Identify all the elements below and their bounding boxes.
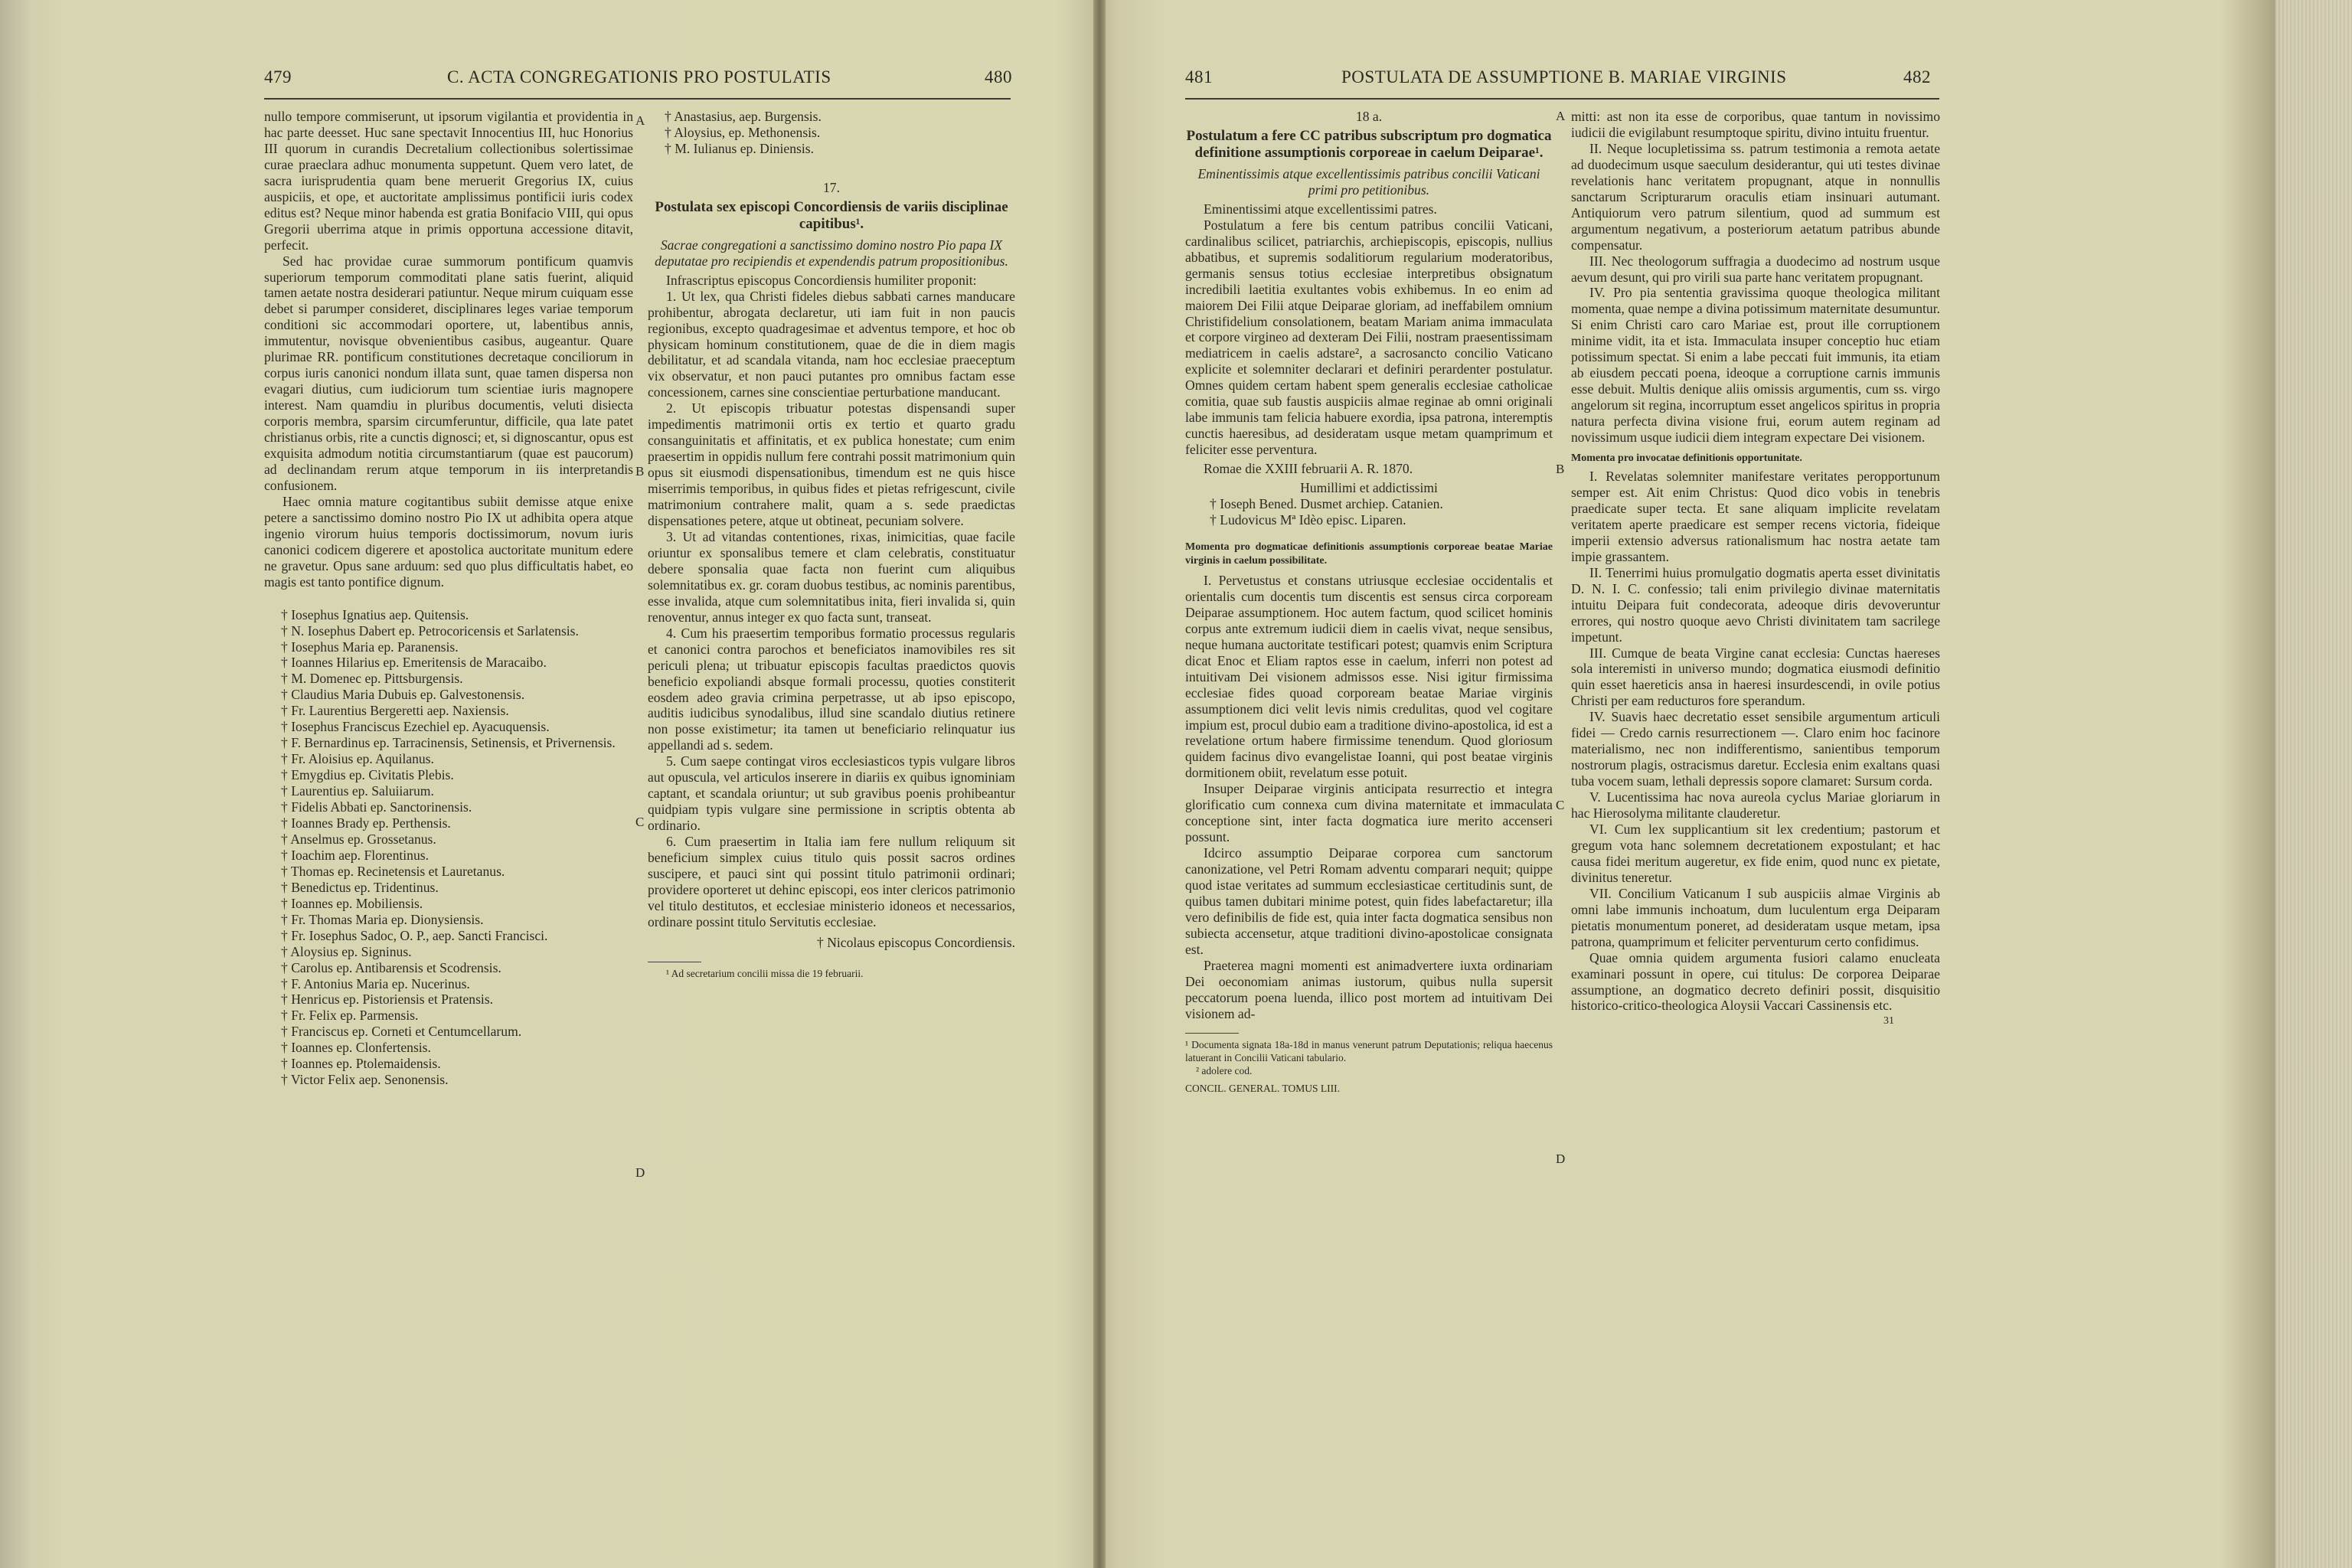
margin-letter-b: B [1556, 462, 1565, 476]
paragraph: III. Nec theologorum suffragia a duodecimo ad nostrum usque aevum desunt, qui pro virili sua parte hanc veritatem propugnant. [1571, 253, 1940, 285]
signatory: † Fr. Aloisius ep. Aquilanus. [281, 751, 434, 767]
signatory: † M. Iulianus ep. Diniensis. [665, 140, 814, 156]
paragraph: 6. Cum praesertim in Italia iam fere nullum reliquum sit beneficium simplex cuius titulo quis possit sacros ordines suscipere, et pauci sint qui possint titulo patrimonii ordinari; providere oporteret ut dehinc episcopi, eos inter clericos patrimonio vel titulo destitutos, et ecclesiae ministerio idoneos et necessarios, ordinare possint titulo Servitutis ecclesiae. [648, 834, 1015, 929]
paragraph: 3. Ut ad vitandas contentiones, rixas, inimicitias, quae facile oriuntur ex sponsalibus temere et clam celebratis, constituatur debere sponsalia quae facta non fuerint cum aliquibus solemnitatibus ex. gr. coram duobus testibus, ac nominis parentibus, esse invalida, atque cum solemnitatibus inita, fieri invalida si, quin renoventur, annus integer ex quo facta sunt, transeat. [648, 528, 1015, 625]
signatory: † Claudius Maria Dubuis ep. Galvestonensis. [281, 687, 525, 703]
footnote: ¹ Documenta signata 18a-18d in manus venerunt patrum Deputationis; reliqua haecenus latuerant in Concilii Vaticani tabulario. [1185, 1038, 1553, 1063]
page-edges [2275, 0, 2352, 1568]
sheet-number: 31 [1883, 1015, 1894, 1027]
signatory-list [1185, 496, 1553, 528]
section-heading: Momenta pro dogmaticae definitionis assumptionis corporeae beatae Mariae virginis in caelum possibilitate. [1185, 541, 1553, 567]
signatory: † Aloysius ep. Signinus. [281, 943, 412, 959]
signatory: † Anselmus ep. Grossetanus. [281, 831, 436, 847]
paragraph: mitti: ast non ita esse de corporibus, quae tantum in novissimo iudicii die evigilabunt resumptoque spiritu, divino intuitu fruentur. [1571, 109, 1940, 140]
margin-letter-c: C [1556, 798, 1565, 812]
document-number: 17. [823, 179, 840, 195]
right-page [1102, 0, 2275, 1568]
paragraph: nullo tempore commiserunt, ut ipsorum vigilantia et providentia in hac parte deesset. Huc sane spectavit Innocentius III, huc Honorius III quorum in curandis Decretalium collectionibus solertissimae curae praeclara adhuc monumenta suppetunt. Quem vero latet, de sacra iurisprudentia quam bene meruerit Gregorius IX, cuius auspiciis, et ope, et auctoritate amplissimus pontificii iuris codex editus est? Neque minor habenda est gratia Bonifacio VIII, qui opus Gregorii uberrima atque in primis opportuna accessione ditavit, perfecit. [264, 109, 633, 253]
signatory: † Aloysius, ep. Methonensis. [665, 124, 821, 140]
signatory: † Ioannes ep. Mobiliensis. [281, 895, 423, 911]
paragraph: VII. Concilium Vaticanum I sub auspiciis almae Virginis ab omni labe immunis inchoatum, dum luculentum erga Deiparam pietatis monumentum poneret, ad desideratam usque metam, ipsa patrona, quamprimum et feliciter perventurum certo confidimus. [1571, 885, 1940, 949]
document-address: Sacrae congregationi a sanctissimo domino nostro Pio papa IX deputatae pro recipiendis et expendendis patrum propositionibus. [655, 237, 1008, 269]
paragraph: Infrascriptus episcopus Concordiensis humiliter proponit: [666, 272, 977, 288]
signatory: † Ioannes ep. Ptolemaidensis. [281, 1056, 441, 1072]
signatory: † Fr. Thomas Maria ep. Dionysiensis. [281, 911, 484, 927]
margin-letter-d: D [635, 1165, 645, 1180]
paragraph: II. Tenerrimi huius promulgatio dogmatis aperta esset divinitatis D. N. I. C. confessio; tali enim privilegio divinae maternitatis intuitu Deipara fuit condecorata, adeoque diris devoveruntur errores, qui nostro quoque aevo Christi divinitatem tam sacrilege impetunt. [1571, 564, 1940, 645]
signatory: † Laurentius ep. Saluiiarum. [281, 783, 434, 799]
signatory-list [264, 607, 633, 1089]
volume-signature: CONCIL. GENERAL. TOMUS LIII. [1185, 1082, 1340, 1094]
signatory: † Fr. Felix ep. Parmensis. [281, 1008, 419, 1024]
footnote: ² adolere cod. [1196, 1064, 1253, 1076]
margin-letter-a: A [635, 113, 645, 128]
paragraph: 2. Ut episcopis tribuatur potestas dispensandi super impedimentis matrimonii ortis ex tertio et quarto gradu consanguinitatis et affinitatis, et ex publica honestate; cum enim praesertim in oppidis nullum fere contrahi possit matrimonium quin opus sit eiusmodi dispensationibus, timendum est ne quis hisce miserrimis temporibus, in quibus fides et pietas refrigescunt, civile matrimonium contrahere malit, quam a s. sede praedictas dispensationes petere, atque ut obtineat, pecuniam solvere. [648, 400, 1015, 529]
signatory: † Ioannes Brady ep. Perthensis. [281, 815, 451, 831]
document-heading: Postulatum a fere CC patribus subscriptum pro dogmatica definitione assumptionis corporeae in caelum Deiparae¹. [1186, 127, 1552, 161]
left-running-title: C. ACTA CONGREGATIONIS PRO POSTULATIS [447, 67, 831, 87]
document-heading: Postulata sex episcopi Concordiensis de variis disciplinae capitibus¹. [655, 198, 1008, 232]
paragraph: 4. Cum his praesertim temporibus formatio processus regularis et canonici contra parochos et beneficiatos inamovibiles res sit periculi plena; ut tribuatur episcopis facultas praedictos quovis beneficio expoliandi absque formali processu, quoties constiterit eosdem adeo gravia crimina perpetrasse, ut ab ipso episcopo, auditis iudicibus synodalibus, illud sine scandalo diutius retinere non posse existimetur; ita tamen ut beneficiario relinquatur ius appellandi ad s. sedem. [648, 625, 1015, 753]
margin-letter-c: C [635, 815, 645, 829]
column-4 [1571, 109, 1940, 1030]
signatory: † Emygdius ep. Civitatis Plebis. [281, 767, 454, 783]
paragraph: Idcirco assumptio Deiparae corporea cum sanctorum canonizatione, vel Petri Romam adventu comparari nequit; quippe quod istae veritates ad summum ecclesiasticae certitudinis sunt, de quibus tamen dubitari minime potest, quin fides labefactaretur; illa vero definibilis de fide est, quia inter facta dogmatica sensibus non subiecta accensetur, atque traditioni divino-apostolicae consignata est. [1185, 845, 1553, 957]
footnote: ¹ Ad secretarium concilii missa die 19 februarii. [666, 967, 864, 979]
right-header-rule [1185, 98, 1939, 100]
signatory: † M. Domenec ep. Pittsburgensis. [281, 671, 463, 687]
signatory: † Anastasius, aep. Burgensis. [665, 109, 822, 124]
signatory: † Fidelis Abbati ep. Sanctorinensis. [281, 799, 472, 815]
paragraph: III. Cumque de beata Virgine canat ecclesia: Cunctas haereses sola interemisti in universo mundo; dogmatica eiusmodi definitio quin esset haereticis ansa in haeresi insurdescendi, in ovile potius Christi per eam reducturos fore sperandum. [1571, 645, 1940, 709]
signatory: † F. Bernardinus ep. Tarracinensis, Setinensis, et Privernensis. [281, 735, 616, 751]
paragraph: IV. Suavis haec decretatio esset sensibile argumentum articuli fidei — Credo carnis resurrectionem —. Claro enim hoc facinore materialismo, nec non indifferentismo, sanientibus temporum nostrorum plagis, ostracismus daretur. Ecclesia enim exaltans quasi tuba vocem suam, lethali depressis sopore clamaret: Sursum corda. [1571, 709, 1940, 789]
paragraph: Sed hac providae curae summorum pontificum quamvis superiorum temporum commoditati plane satis fuerint, aliquid tamen aetate nostra desiderari patiuntur. Neque mirum cuiquam esse debet si parumper consideret, disciplinares leges variae temporum conditioni sic accommodari oportere, ut, labentibus annis, immutentur, novisque obvenientibus casibus, augeantur. Quare plurimae RR. pontificum constitutiones decretaque conciliorum in corpus iuris canonici nondum illata sunt, quae tamen dispersa non evagari diutius, cum iudiciorum tum scientiae iuris magnopere interest. Nam quamdiu in pluribus documentis, veluti disiecta corporis membra, sparsim circumferuntur, difficile, qua late patet christianus orbis, rite a cunctis dignosci; et, si dignoscantur, opus est exquisita admodum notitia circumstantiarum (quae est paucorum) ad declinandam rerum atque temporum in iis interpretandis confusionem. [264, 253, 633, 493]
bishop-signature: † Nicolaus episcopus Concordiensis. [817, 934, 1015, 950]
signatory: † Iosephus Franciscus Ezechiel ep. Ayacuquensis. [281, 719, 550, 735]
signatory: † Carolus ep. Antibarensis et Scodrensis. [281, 959, 501, 975]
document-address: Eminentissimis atque excellentissimis patribus concilii Vaticani primi pro petitionibus. [1197, 165, 1540, 198]
date-line: Romae die XXIII februarii A. R. 1870. [1204, 461, 1413, 477]
margin-letter-b: B [635, 464, 645, 479]
signatory: † Victor Felix aep. Senonensis. [281, 1072, 449, 1088]
signatory: † Thomas ep. Recinetensis et Lauretanus. [281, 863, 505, 879]
left-page [0, 0, 1087, 1568]
left-header-rule [264, 98, 1011, 100]
signatory: † F. Antonius Maria ep. Nucerinus. [281, 975, 470, 991]
paragraph: I. Revelatas solemniter manifestare veritates peropportunum semper est. Ait enim Christus: Quod dico vobis in tenebris praedicate super tecta. Et sane aliquam implicite revelatam veritatem aperte praedicare est semper recens victoria, fideique imperii extensio adversus rationalismum hac nostra aetate tam impie grassantem. [1571, 469, 1940, 564]
paragraph: IV. Pro pia sententia gravissima quoque theologica militant momenta, quae nempe a divina potissimum maternitate desumuntur. Si enim Christi caro caro Mariae est, prout ille corruptionem minime vidit, ita et ista. Immaculata insuper conceptio huc etiam potissimum spectat. Si enim a labe peccati fuit immunis, ita etiam ab eiusdem peccati poena, ideoque a corruptione carnis immunis esse debuit. Multis denique aliis omissis argumentis, cum ss. virgo angelorum sit regina, incorruptum esset angelicos spiritus in propria natura perfecta divina visione frui, eorum autem reginam ad novissimum usque iudicii diem integram expectare Dei visionem. [1571, 285, 1940, 446]
paragraph: 5. Cum saepe contingat viros ecclesiasticos typis vulgare libros aut opuscula, vel articulos inserere in diariis ex quibus ignominiam captant, et scandala oriuntur; ut sub gravibus poenis prohibeantur quidpiam typis vulgare sine permissione in scriptis obtenta ab ordinario. [648, 753, 1015, 834]
page-number-482: 482 [1903, 67, 1931, 87]
signatory: † Ioseph Bened. Dusmet archiep. Catanien. [1210, 496, 1443, 512]
footnote-rule [1185, 1033, 1239, 1034]
signatory: † Iosephus Maria ep. Paranensis. [281, 639, 459, 655]
signatory-list-top [648, 109, 1015, 157]
column-3 [1185, 109, 1553, 1095]
signatory: † Ioannes ep. Clonfertensis. [281, 1040, 431, 1056]
paragraph: Praeterea magni momenti est animadvertere iuxta ordinariam Dei oeconomiam animas iustorum, quibus nulla supersit peccatorum poena luenda, illico post mortem ad intuitivam Dei visionem ad- [1185, 957, 1553, 1021]
signatory: † Fr. Iosephus Sadoc, O. P., aep. Sancti Francisci. [281, 927, 548, 943]
right-running-title: POSTULATA DE ASSUMPTIONE B. MARIAE VIRGINIS [1341, 67, 1787, 87]
signatory: † N. Iosephus Dabert ep. Petrocoricensis et Sarlatensis. [281, 622, 579, 639]
paragraph: Insuper Deiparae virginis anticipata resurrectio et integra glorificatio cum connexa cum divina maternitate et immaculata conceptione sint, inter facta dogmatica iure merito accenseri possunt. [1185, 781, 1553, 845]
paragraph: Postulatum a fere bis centum patribus concilii Vaticani, cardinalibus scilicet, patriarchis, archiepiscopis, episcopis, nullius abbatibus, et supremis sodalitiorum regularium moderatoribus, germanis sensus totius ecclesiae interpretibus obsignatum incredibili laetitia exultantes vobis exhibemus. In eo enim ad maiorem Dei Filii atque Deiparae gloriam, ad ineffabilem omnium Christifidelium consolationem, beatam Mariam anima immaculata et corpore virgineo ad dexteram Dei Filii, nostram praesentissimam mediatricem in caelis adstare², a sacrosancto concilio Vaticano explicite et solemniter declarari et definiri perardenter postulatur. Omnes quidem certam habent spem generalis ecclesiae catholicae comitia, quae sub faustis auspiciis almae reginae ab omni originali labe immunis tam felicia habuere exordia, ipsa patrona, interemptis cunctis haeresibus, ad desideratam usque metam quamprimum et feliciter esse perventura. [1185, 217, 1553, 458]
signatory: † Ioannes Hilarius ep. Emeritensis de Maracaibo. [281, 655, 547, 671]
paragraph: I. Pervetustus et constans utriusque ecclesiae occidentalis et orientalis cum docentis tum discentis est sensus circa corpoream Deiparae assumptionem. Hoc autem factum, quod scilicet hominis corpus ante extremum iudicii diem in caelis vivat, neque sensibus, neque humana auctoritate testificari potest; quamvis enim Scriptura dicat Enoc et Eliam raptos esse in caelum, inferri non potest ad intuitivam Dei visionem admissos esse. Nisi igitur firmissima ecclesiae fides quoad corpoream beatae Mariae virginis assumptionem dici velit levis nimis credulitas, quod vel cogitare impium est, procul dubio eam a traditione divino-apostolica, id est a revelatione ortum habere firmissime tenendum. Quod gloriosum quidem facinus divo evangelistae Ioanni, qui post beatae virginis dormitionem obiit, revelatum esse potuit. [1185, 572, 1553, 781]
paragraph: II. Neque locupletissima ss. patrum testimonia a remota aetate ad duodecimum usque saeculum desiderantur, qui uti testes divinae revelationis hanc veritatem propugnant, atque in nonnullis sanctarum Scripturarum oraculis etiam insinuari autumant. Antiquiorum vero patrum silentium, quod ad summum est argumentum negativum, a posteriorum aetatum patribus abunde compensatur. [1571, 140, 1940, 253]
page-number-481: 481 [1185, 67, 1213, 87]
document-number: 18 a. [1355, 109, 1383, 124]
signatory: † Henricus ep. Pistoriensis et Pratensis. [281, 991, 494, 1008]
signatory: † Fr. Laurentius Bergeretti aep. Naxiensis. [281, 703, 509, 719]
signatory: † Franciscus ep. Corneti et Centumcellarum. [281, 1024, 522, 1040]
signatory: † Ludovicus Mª Idèo episc. Liparen. [1210, 511, 1406, 528]
paragraph: Quae omnia quidem argumenta fusiori calamo enucleata examinari possunt in opere, cui titulus: De corporea Deiparae assumptione, an dogmatico decreto definiri possit, disquisitio historico-critico-theologica Aloysii Vaccari Cassinensis etc. [1571, 949, 1940, 1014]
signatory: † Ioachim aep. Florentinus. [281, 847, 429, 863]
page-number-480: 480 [985, 67, 1012, 87]
paragraph: Haec omnia mature cogitantibus subiit demisse atque enixe petere a sanctissimo domino nostro Pio IX ut adhibita opera atque ingenio virorum huius temporis doctissimorum, novum iuris canonici codicem digerere et apostolica auctoritate munitum edere ne gravetur. Opus sane arduum: sed quo plus difficultatis habet, eo magis est tanto pontifice dignum. [264, 493, 633, 590]
column-1 [264, 109, 633, 1088]
paragraph: 1. Ut lex, qua Christi fideles diebus sabbati carnes manducare prohibentur, abrogata declaretur, uti iam fuit in non paucis regionibus, excepto quadragesimae et adventus tempore, et hoc ob physicam hominum constitutionem, quae de die in diem magis debilitatur, et ad scandala vitanda, nam hoc ecclesiae praeceptum vix observatur, et non pauci putantes pro omnibus factam esse concessionem, carnes sine conscientiae perturbatione manducant. [648, 288, 1015, 400]
section-heading: Momenta pro invocatae definitionis opportunitate. [1571, 452, 1802, 465]
salutation: Eminentissimi atque excellentissimi patres. [1204, 201, 1437, 217]
margin-letter-d: D [1556, 1152, 1566, 1166]
column-2 [648, 109, 1015, 980]
signatory: † Iosephus Ignatius aep. Quitensis. [281, 606, 469, 622]
page-number-479: 479 [264, 67, 292, 87]
closing: Humillimi et addictissimi [1300, 480, 1438, 496]
paragraph: V. Lucentissima hac nova aureola cyclus Mariae gloriarum in hac Hierosolyma militante clauderetur. [1571, 789, 1940, 822]
margin-letter-a: A [1556, 109, 1566, 123]
paragraph: VI. Cum lex supplicantium sit lex credentium; pastorum et gregum vota hanc solemnem decretationem expostulant; et hac causa fidei meritum augeretur, ex fide enim, quod nunc ex pietate, divinitus teneretur. [1571, 821, 1940, 885]
signatory: † Benedictus ep. Tridentinus. [281, 879, 439, 895]
